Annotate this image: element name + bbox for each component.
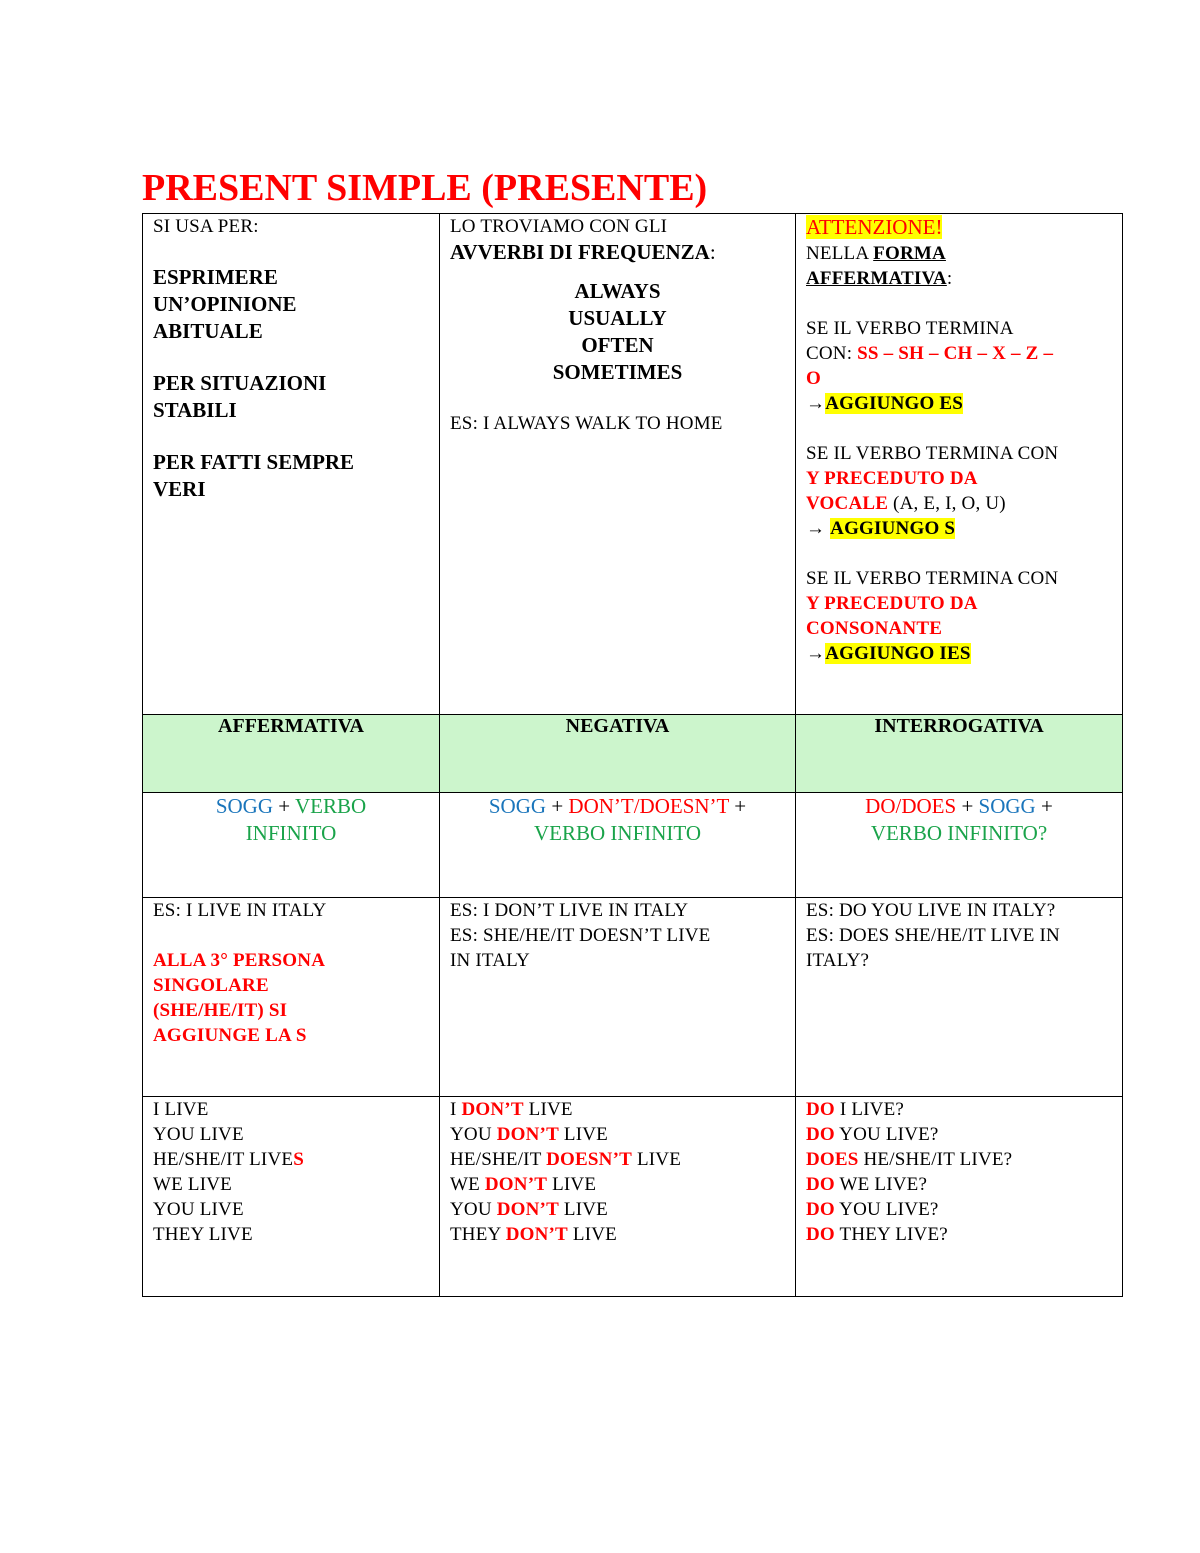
conjugation-line: YOU LIVE xyxy=(153,1124,244,1145)
adverbs-cell xyxy=(440,214,796,715)
conjugation-line: WE LIVE xyxy=(153,1174,232,1195)
conjugation-line: YOU LIVE xyxy=(153,1199,244,1220)
example-text: ES: DO YOU LIVE IN ITALY? xyxy=(806,900,1056,921)
rule1-text: SE IL VERBO TERMINA xyxy=(806,318,1014,339)
example-text: ES: I LIVE IN ITALY xyxy=(153,900,327,921)
attention-label: ATTENZIONE! xyxy=(806,215,943,239)
conjugation-row xyxy=(143,1097,1123,1297)
example-text: ES: DOES SHE/HE/IT LIVE IN xyxy=(806,925,1060,946)
rule2-text: SE IL VERBO TERMINA CON xyxy=(806,443,1059,464)
example-row xyxy=(143,898,1123,1097)
conjugation-line: THEY LIVE xyxy=(153,1224,253,1245)
third-person-note: AGGIUNGE LA S xyxy=(153,1025,307,1046)
conjugation-line: DO YOU LIVE? xyxy=(806,1124,939,1145)
conjugation-line: HE/SHE/IT LIVES xyxy=(153,1149,304,1170)
third-person-note: ALLA 3° PERSONA xyxy=(153,950,326,971)
conjugation-line: WE DON’T LIVE xyxy=(450,1174,597,1195)
rule3-text: SE IL VERBO TERMINA CON xyxy=(806,568,1059,589)
rule3-text: Y PRECEDUTO DA xyxy=(806,593,978,614)
usage-item-text: ABITUALE xyxy=(153,319,263,343)
third-person-note: (SHE/HE/IT) SI xyxy=(153,1000,288,1021)
grammar-table xyxy=(142,213,1123,1297)
rule1-text: CON: SS – SH – CH – X – Z – xyxy=(806,343,1054,364)
usage-item-text: STABILI xyxy=(153,398,237,422)
arrow-icon: → xyxy=(806,643,826,664)
rule2-text: Y PRECEDUTO DA xyxy=(806,468,978,489)
conjugation-line: I DON’T LIVE xyxy=(450,1099,573,1120)
adverb-item: SOMETIMES xyxy=(552,360,683,384)
rule1-result: →AGGIUNGO ES xyxy=(806,393,964,414)
formula-negativa: SOGG + DON’T/DOESN’T + VERBO INFINITO xyxy=(440,793,796,898)
example-text: ITALY? xyxy=(806,950,870,971)
usage-item-text: VERI xyxy=(153,477,206,501)
header-negativa: NEGATIVA xyxy=(440,715,796,793)
rule3-result: →AGGIUNGO IES xyxy=(806,643,971,664)
usage-cell xyxy=(143,214,440,715)
example-text: ES: I DON’T LIVE IN ITALY xyxy=(450,900,689,921)
usage-row xyxy=(143,214,1123,715)
example-text: IN ITALY xyxy=(450,950,530,971)
conjugation-line: YOU DON’T LIVE xyxy=(450,1199,608,1220)
formula-affermativa: SOGG + VERBO INFINITO xyxy=(143,793,440,898)
rule1-text: O xyxy=(806,368,821,389)
example-negativa xyxy=(440,898,796,1097)
arrow-icon: → xyxy=(806,393,826,414)
conjugation-line: DO WE LIVE? xyxy=(806,1174,928,1195)
formula-row xyxy=(143,793,1123,898)
rule3-text: CONSONANTE xyxy=(806,618,943,639)
rule2-result: → AGGIUNGO S xyxy=(806,518,956,539)
example-affermativa xyxy=(143,898,440,1097)
example-text: ES: SHE/HE/IT DOESN’T LIVE xyxy=(450,925,711,946)
conjugation-interrogativa xyxy=(796,1097,1123,1297)
rule2-text: VOCALE (A, E, I, O, U) xyxy=(806,493,1006,514)
header-interrogativa: INTERROGATIVA xyxy=(796,715,1123,793)
adverbs-intro: LO TROVIAMO CON GLI xyxy=(450,216,668,237)
header-affermativa: AFFERMATIVA xyxy=(143,715,440,793)
formula-interrogativa: DO/DOES + SOGG + VERBO INFINITO? xyxy=(796,793,1123,898)
conjugation-negativa xyxy=(440,1097,796,1297)
adverbs-heading: AVVERBI DI FREQUENZA: xyxy=(450,240,716,264)
conjugation-line: DO I LIVE? xyxy=(806,1099,905,1120)
example-interrogativa xyxy=(796,898,1123,1097)
usage-item-text: UN’OPINIONE xyxy=(153,292,297,316)
conjugation-line: YOU DON’T LIVE xyxy=(450,1124,608,1145)
attention-form-line: AFFERMATIVA: xyxy=(806,268,953,289)
usage-item-text: PER FATTI SEMPRE xyxy=(153,450,355,474)
conjugation-affermativa xyxy=(143,1097,440,1297)
usage-intro: SI USA PER: xyxy=(153,216,259,237)
conjugation-line: DOES HE/SHE/IT LIVE? xyxy=(806,1149,1013,1170)
conjugation-line: DO YOU LIVE? xyxy=(806,1199,939,1220)
arrow-icon: → xyxy=(806,518,831,539)
adverbs-example: ES: I ALWAYS WALK TO HOME xyxy=(450,413,723,434)
adverb-item: ALWAYS xyxy=(574,279,661,303)
conjugation-line: DO THEY LIVE? xyxy=(806,1224,948,1245)
usage-item-text: PER SITUAZIONI xyxy=(153,371,327,395)
third-person-note: SINGOLARE xyxy=(153,975,269,996)
header-row xyxy=(143,715,1123,793)
attention-form-line: NELLA FORMA xyxy=(806,243,946,264)
page-title: PRESENT SIMPLE (PRESENTE) xyxy=(142,167,708,209)
conjugation-line: HE/SHE/IT DOESN’T LIVE xyxy=(450,1149,682,1170)
attention-cell xyxy=(796,214,1123,715)
conjugation-line: THEY DON’T LIVE xyxy=(450,1224,617,1245)
usage-item-text: ESPRIMERE xyxy=(153,265,278,289)
conjugation-line: I LIVE xyxy=(153,1099,209,1120)
adverb-item: USUALLY xyxy=(568,306,667,330)
adverb-item: OFTEN xyxy=(581,333,654,357)
